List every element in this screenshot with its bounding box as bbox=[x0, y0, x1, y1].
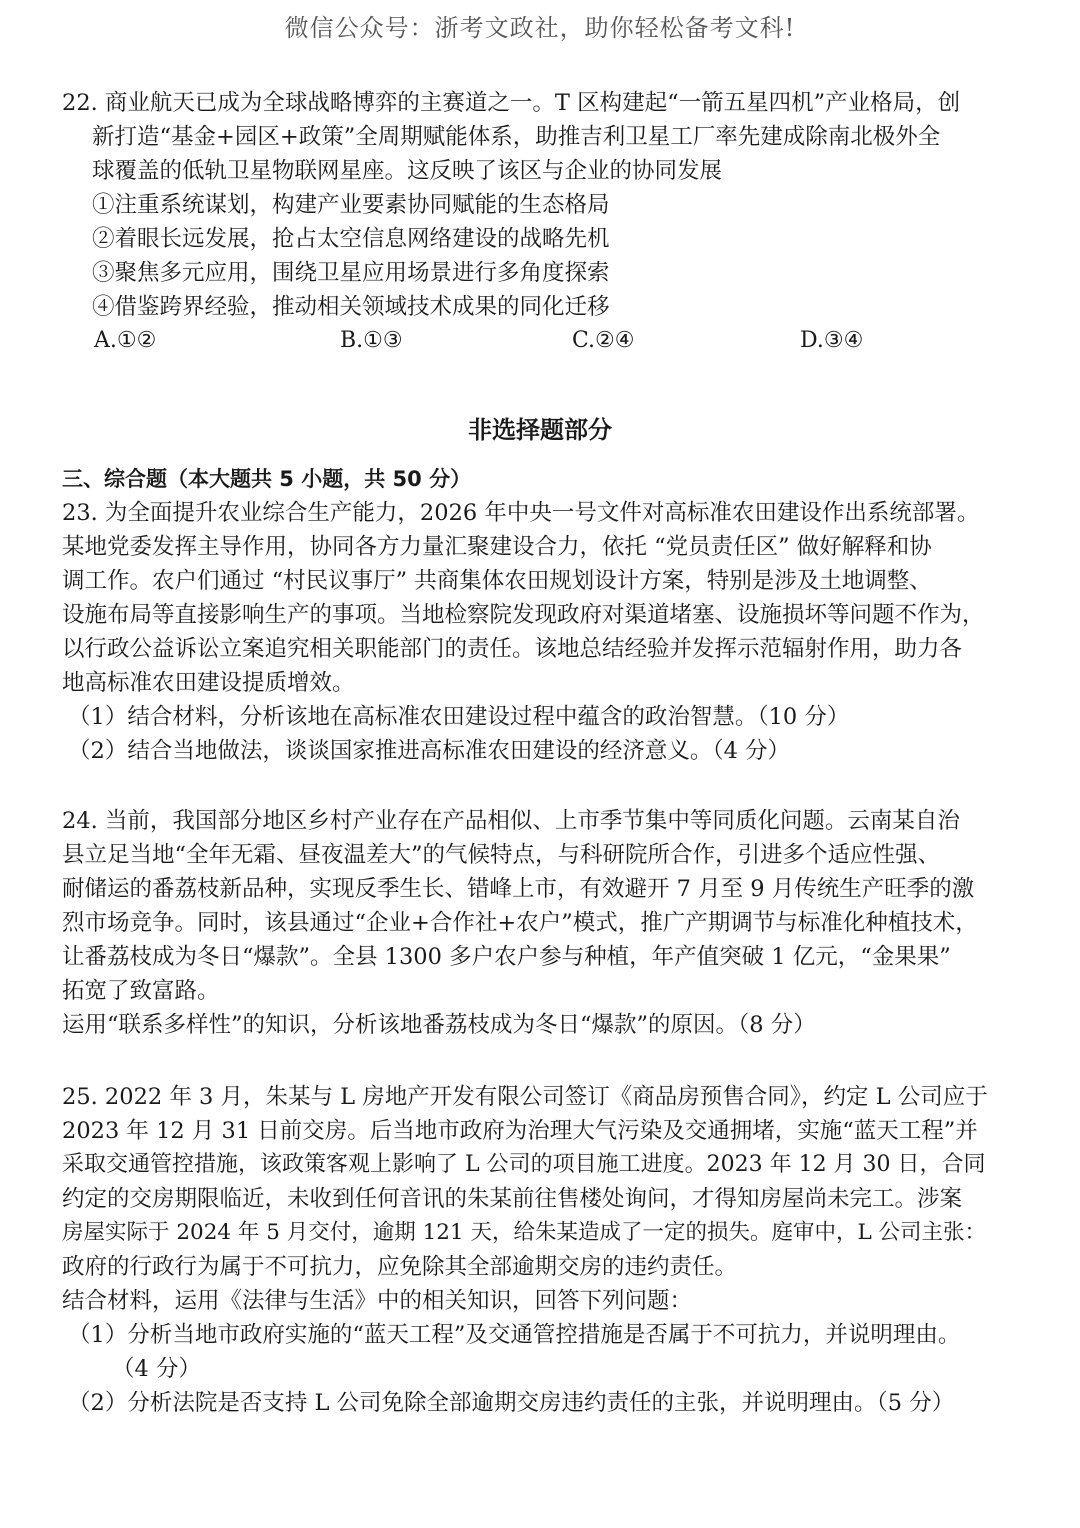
q22-choices bbox=[62, 324, 992, 358]
q23-sub-1: （1）结合材料，分析该地在高标准农田建设过程中蕴含的政治智慧。（10 分） bbox=[68, 704, 850, 730]
q25-line-1: 25. 2022 年 3 月，朱某与 L 房地产开发有限公司签订《商品房预售合同》，约定 L 公司应于 bbox=[62, 1084, 988, 1110]
q25-sub-1: （1）分析当地市政府实施的“蓝天工程”及交通管控措施是否属于不可抗力，并说明理由。 bbox=[68, 1322, 961, 1348]
q22-line-2: 新打造“基金+园区+政策”全周期赋能体系，助推吉利卫星工厂率先建成除南北极外全 bbox=[92, 124, 941, 150]
q23-line-5: 以行政公益诉讼立案追究相关职能部门的责任。该地总结经验并发挥示范辐射作用，助力各 bbox=[62, 636, 963, 662]
q25-line-3: 采取交通管控措施，该政策客观上影响了 L 公司的项目施工进度。2023 年 12 月 30 日，合同 bbox=[62, 1152, 986, 1177]
choice-a: A.①② bbox=[94, 328, 157, 353]
q23-sub-2: （2）结合当地做法，谈谈国家推进高标准农田建设的经济意义。（4 分） bbox=[68, 738, 791, 764]
q24-question: 运用“联系多样性”的知识，分析该地番荔枝成为冬日“爆款”的原因。（8 分） bbox=[62, 1012, 816, 1038]
question-24 bbox=[62, 804, 992, 1042]
question-23 bbox=[62, 462, 992, 768]
q25-line-2: 2023 年 12 月 31 日前交房。后当地市政府为治理大气污染及交通拥堵，实施“蓝天工程”并 bbox=[62, 1118, 978, 1144]
question-22 bbox=[62, 86, 992, 358]
q24-line-3: 耐储运的番荔枝新品种，实现反季生长、错峰上市，有效避开 7 月至 9 月传统生产旺季的激 bbox=[62, 876, 975, 902]
q25-sub-2: （2）分析法院是否支持 L 公司免除全部逾期交房违约责任的主张，并说明理由。（5 分） bbox=[68, 1390, 955, 1416]
q24-line-1: 24. 当前，我国部分地区乡村产业存在产品相似、上市季节集中等同质化问题。云南某自治 bbox=[62, 808, 960, 834]
q22-option-1: ①注重系统谋划，构建产业要素协同赋能的生态格局 bbox=[92, 192, 610, 218]
choice-d: D.③④ bbox=[800, 328, 864, 353]
q23-line-4: 设施布局等直接影响生产的事项。当地检察院发现政府对渠道堵塞、设施损坏等问题不作为， bbox=[62, 602, 985, 628]
q25-line-6: 政府的行政行为属于不可抗力，应免除其全部逾期交房的违约责任。 bbox=[62, 1254, 738, 1280]
q25-line-5: 房屋实际于 2024 年 5 月交付，逾期 121 天，给朱某造成了一定的损失。庭审中，L 公司主张： bbox=[62, 1220, 987, 1245]
question-25 bbox=[62, 1080, 992, 1420]
q22-line-3: 球覆盖的低轨卫星物联网星座。这反映了该区与企业的协同发展 bbox=[92, 158, 723, 184]
q23-line-3: 调工作。农户们通过 “村民议事厅” 共商集体农田规划设计方案，特别是涉及土地调整、 bbox=[62, 568, 932, 594]
choice-b: B.①③ bbox=[340, 328, 403, 353]
q23-line-6: 地高标准农田建设提质增效。 bbox=[62, 670, 355, 696]
watermark-header: 微信公众号：浙考文政社，助你轻松备考文科! bbox=[284, 14, 796, 42]
q22-option-3: ③聚焦多元应用，围绕卫星应用场景进行多角度探索 bbox=[92, 260, 610, 286]
q24-line-5: 让番荔枝成为冬日“爆款”。全县 1300 多户农户参与种植，年产值突破 1 亿元，“金果果” bbox=[62, 944, 951, 970]
q23-line-1: 23. 为全面提升农业综合生产能力，2026 年中央一号文件对高标准农田建设作出系统部署。 bbox=[62, 500, 980, 526]
q24-line-6: 拓宽了致富路。 bbox=[62, 978, 220, 1004]
q24-line-4: 烈市场竞争。同时，该县通过“企业+合作社+农户”模式，推广产期调节与标准化种植技术， bbox=[62, 910, 978, 936]
q23-line-2: 某地党委发挥主导作用，协同各方力量汇聚建设合力，依托 “党员责任区” 做好解释和协 bbox=[62, 534, 932, 560]
q24-line-2: 县立足当地“全年无霜、昼夜温差大”的气候特点，与科研院所合作，引进多个适应性强、 bbox=[62, 842, 941, 868]
q22-option-4: ④借鉴跨界经验，推动相关领域技术成果的同化迁移 bbox=[92, 294, 610, 320]
q25-sub-1-score: （4 分） bbox=[112, 1356, 201, 1382]
section-heading: 三、综合题（本大题共 5 小题，共 50 分） bbox=[62, 467, 472, 491]
q22-line-1: 22. 商业航天已成为全球战略博弈的主赛道之一。T 区构建起“一箭五星四机”产业格局，创 bbox=[62, 90, 961, 116]
section-title: 非选择题部分 bbox=[468, 416, 612, 444]
choice-c: C.②④ bbox=[572, 328, 635, 353]
q25-line-4: 约定的交房期限临近，未收到任何音讯的朱某前往售楼处询问，才得知房屋尚未完工。涉案 bbox=[62, 1186, 963, 1212]
q25-line-7: 结合材料，运用《法律与生活》中的相关知识，回答下列问题： bbox=[62, 1288, 693, 1314]
q22-option-2: ②着眼长远发展，抢占太空信息网络建设的战略先机 bbox=[92, 226, 610, 252]
